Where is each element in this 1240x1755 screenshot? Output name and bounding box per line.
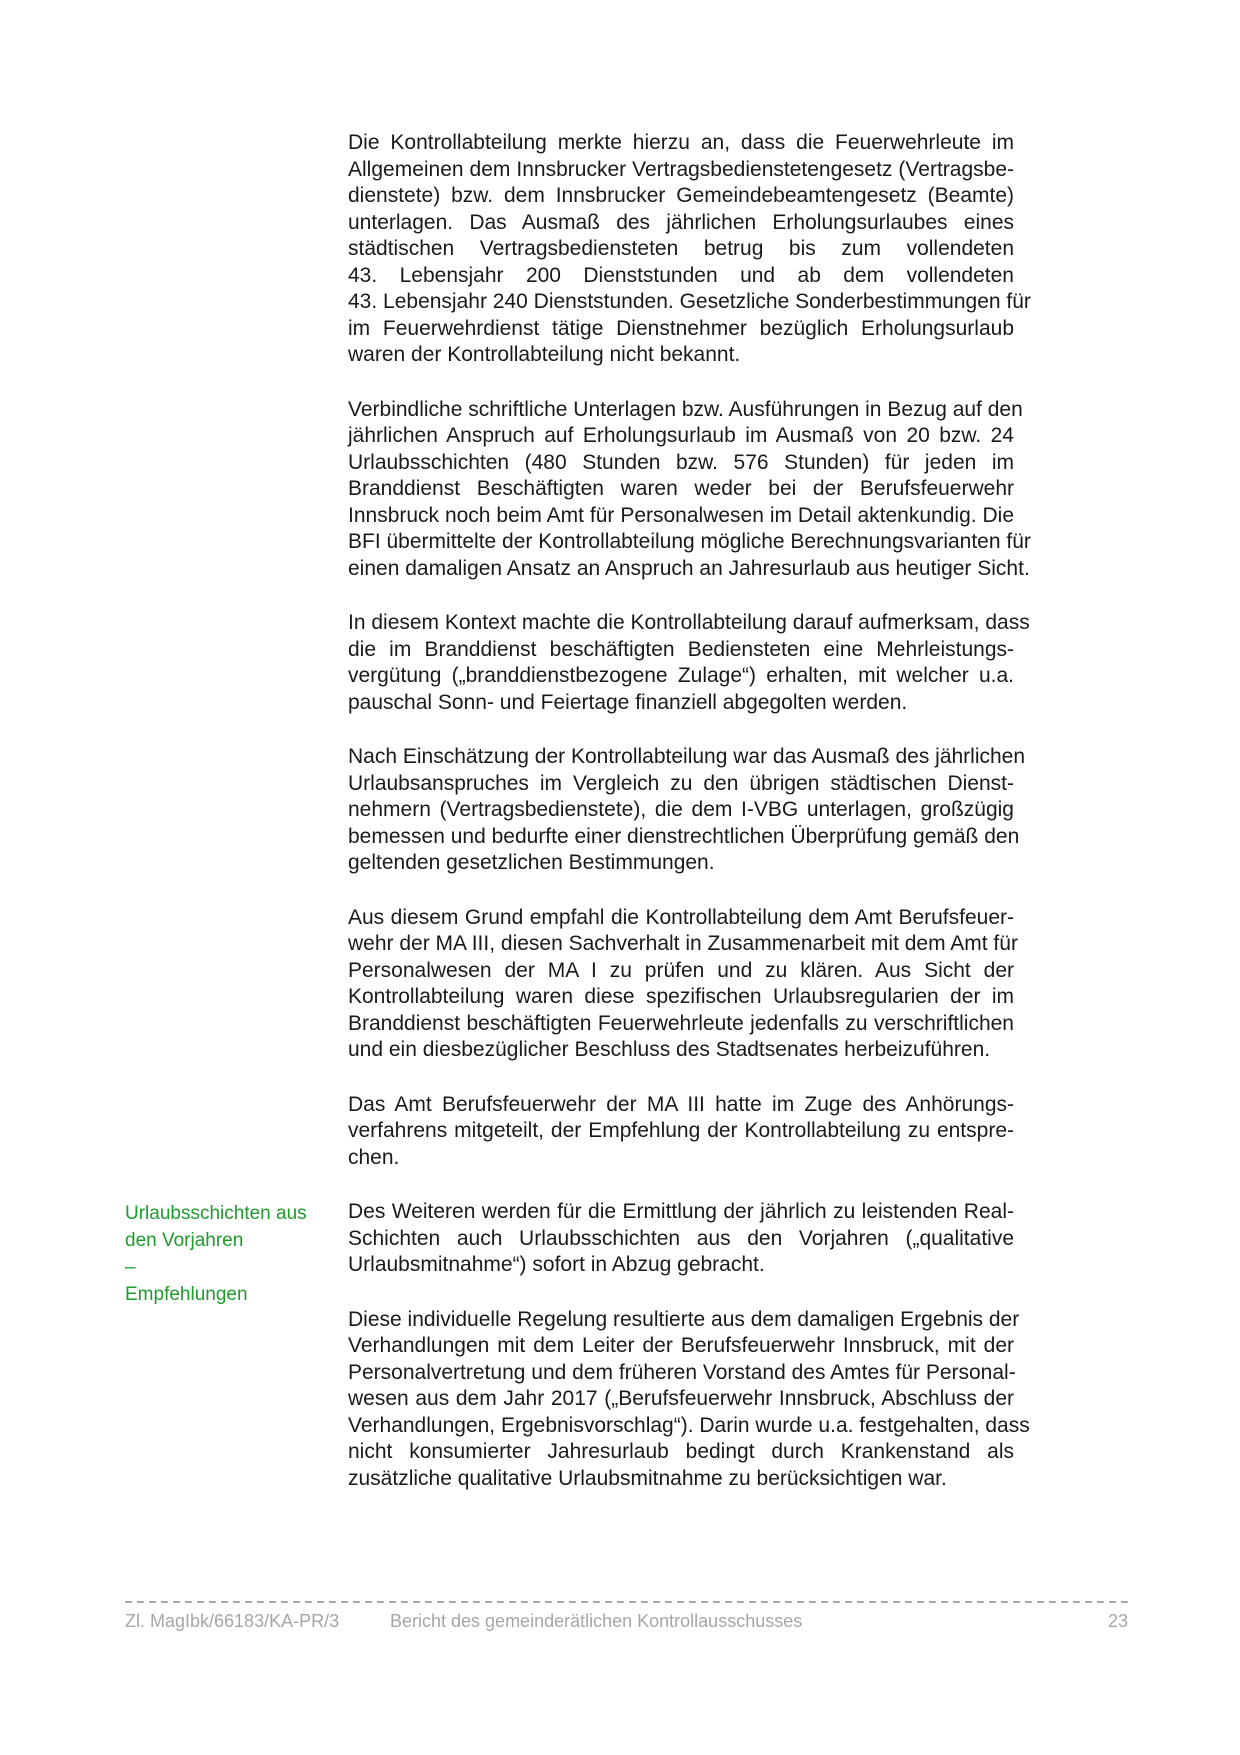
- footer-document-title: Bericht des gemeinderätlichen Kontrollausschusses: [390, 1611, 803, 1631]
- paragraph-line: im Feuerwehrdienst tätige Dienstnehmer bezüglich Erholungsurlaub: [348, 316, 1014, 340]
- paragraph-line: Aus diesem Grund empfahl die Kontrollabteilung dem Amt Berufsfeuer-: [348, 905, 1014, 929]
- footer-row: [125, 1603, 1128, 1632]
- paragraph: [348, 610, 1030, 716]
- margin-note-line: Empfehlungen: [125, 1284, 248, 1305]
- page-footer: [125, 1601, 1128, 1632]
- paragraph-line: Die Kontrollabteilung merkte hierzu an, dass die Feuerwehrleute im: [348, 131, 1014, 154]
- paragraph-line: chen.: [348, 1145, 400, 1169]
- paragraph-line: 43. Lebensjahr 200 Dienststunden und ab dem vollendeten: [348, 263, 1014, 287]
- paragraph-line: bemessen und bedurfte einer dienstrechtlichen Überprüfung gemäß den: [348, 824, 1020, 848]
- paragraph-line: Urlaubsschichten (480 Stunden bzw. 576 Stunden) für jeden im: [348, 450, 1014, 474]
- paragraph-line: Schichten auch Urlaubsschichten aus den Vorjahren („qualitative: [348, 1226, 1014, 1250]
- paragraph-line: wesen aus dem Jahr 2017 („Berufsfeuerwehr Innsbruck, Abschluss der: [348, 1387, 1014, 1410]
- paragraph-line: Verhandlungen mit dem Leiter der Berufsfeuerwehr Innsbruck, mit der: [348, 1334, 1014, 1357]
- paragraph-line: Des Weiteren werden für die Ermittlung der jährlich zu leistenden Real-: [348, 1200, 1014, 1223]
- paragraph-line: zusätzliche qualitative Urlaubsmitnahme zu berücksichtigen war.: [348, 1466, 947, 1490]
- paragraph-line: Nach Einschätzung der Kontrollabteilung war das Ausmaß des jährlichen: [348, 745, 1026, 768]
- paragraph-line: vergütung („branddienstbezogene Zulage“) erhalten, mit welcher u.a.: [348, 664, 1014, 687]
- paragraph-line: Personalwesen der MA I zu prüfen und zu klären. Aus Sicht der: [348, 958, 1014, 982]
- paragraph-line: nicht konsumierter Jahresurlaub bedingt durch Krankenstand als: [348, 1440, 1014, 1463]
- paragraph-line: Branddienst Beschäftigten waren weder bei der Berufsfeuerwehr: [348, 477, 1014, 500]
- footer-reference: Zl. MagIbk/66183/KA-PR/3: [125, 1611, 340, 1631]
- paragraph-line: waren der Kontrollabteilung nicht bekannt.: [348, 343, 741, 366]
- paragraph: [125, 1199, 1014, 1305]
- paragraph: [348, 1092, 1014, 1172]
- paragraph-line: und ein diesbezüglicher Beschluss des Stadtsenates herbeizuführen.: [348, 1038, 991, 1061]
- paragraph-line: städtischen Vertragsbediensteten betrug bis zum vollendeten: [348, 237, 1014, 260]
- paragraph-line: Urlaubsanspruches im Vergleich zu den übrigen städtischen Dienst-: [348, 771, 1014, 795]
- paragraph-line: Das Amt Berufsfeuerwehr der MA III hatte im Zuge des Anhörungs-: [348, 1092, 1014, 1116]
- body-paragraphs: [125, 130, 1031, 1520]
- paragraph-line: jährlichen Anspruch auf Erholungsurlaub im Ausmaß von 20 bzw. 24: [348, 424, 1014, 447]
- paragraph-line: Verbindliche schriftliche Unterlagen bzw. Ausführungen in Bezug auf den: [348, 397, 1023, 421]
- paragraph-line: Personalvertretung und dem früheren Vorstand des Amtes für Personal-: [348, 1360, 1016, 1384]
- margin-note-line: –: [125, 1257, 136, 1278]
- paragraph-line: dienstete) bzw. dem Innsbrucker Gemeindebeamtengesetz (Beamte): [348, 184, 1014, 207]
- paragraph-line: verfahrens mitgeteilt, der Empfehlung der Kontrollabteilung zu entspre-: [348, 1119, 1014, 1142]
- margin-note-line: den Vorjahren: [125, 1230, 244, 1251]
- paragraph: [348, 905, 1018, 1064]
- paragraph-line: Allgemeinen dem Innsbrucker Vertragsbedienstetengesetz (Vertragsbe-: [348, 157, 1014, 181]
- paragraph-line: Kontrollabteilung waren diese spezifischen Urlaubsregularien der im: [348, 985, 1014, 1008]
- paragraph: [348, 130, 1031, 369]
- footer-page-number: 23: [1107, 1611, 1128, 1631]
- paragraph: [348, 744, 1026, 877]
- paragraph-line: Urlaubsmitnahme“) sofort in Abzug gebracht.: [348, 1253, 765, 1276]
- paragraph-line: In diesem Kontext machte die Kontrollabteilung darauf aufmerksam, dass: [348, 611, 1030, 634]
- paragraph-line: wehr der MA III, diesen Sachverhalt in Zusammenarbeit mit dem Amt für: [348, 932, 1018, 955]
- margin-note: [125, 1200, 343, 1308]
- paragraph-line: einen damaligen Ansatz an Anspruch an Jahresurlaub aus heutiger Sicht.: [348, 556, 1030, 580]
- paragraph-line: Diese individuelle Regelung resultierte aus dem damaligen Ergebnis der: [348, 1307, 1020, 1331]
- paragraph-line: Verhandlungen, Ergebnisvorschlag“). Darin wurde u.a. festgehalten, dass: [348, 1413, 1030, 1437]
- paragraph-line: nehmern (Vertragsbedienstete), die dem I-VBG unterlagen, großzügig: [348, 798, 1014, 821]
- paragraph-line: Branddienst beschäftigten Feuerwehrleute jedenfalls zu verschriftlichen: [348, 1011, 1014, 1035]
- paragraph: [348, 397, 1031, 583]
- paragraph-line: unterlagen. Das Ausmaß des jährlichen Erholungsurlaubes eines: [348, 210, 1014, 234]
- paragraph-line: Innsbruck noch beim Amt für Personalwesen im Detail aktenkundig. Die: [348, 503, 1014, 527]
- paragraph-line: pauschal Sonn- und Feiertage finanziell abgegolten werden.: [348, 690, 908, 714]
- paragraph-line: die im Branddienst beschäftigten Bediensteten eine Mehrleistungs-: [348, 637, 1014, 661]
- paragraph-line: BFI übermittelte der Kontrollabteilung mögliche Berechnungsvarianten für: [348, 530, 1031, 553]
- margin-note-line: Urlaubsschichten aus: [125, 1203, 307, 1224]
- paragraph-line: geltenden gesetzlichen Bestimmungen.: [348, 851, 715, 874]
- paragraph-line: 43. Lebensjahr 240 Dienststunden. Gesetzliche Sonderbestimmungen für: [348, 290, 1031, 313]
- paragraph: [348, 1307, 1030, 1493]
